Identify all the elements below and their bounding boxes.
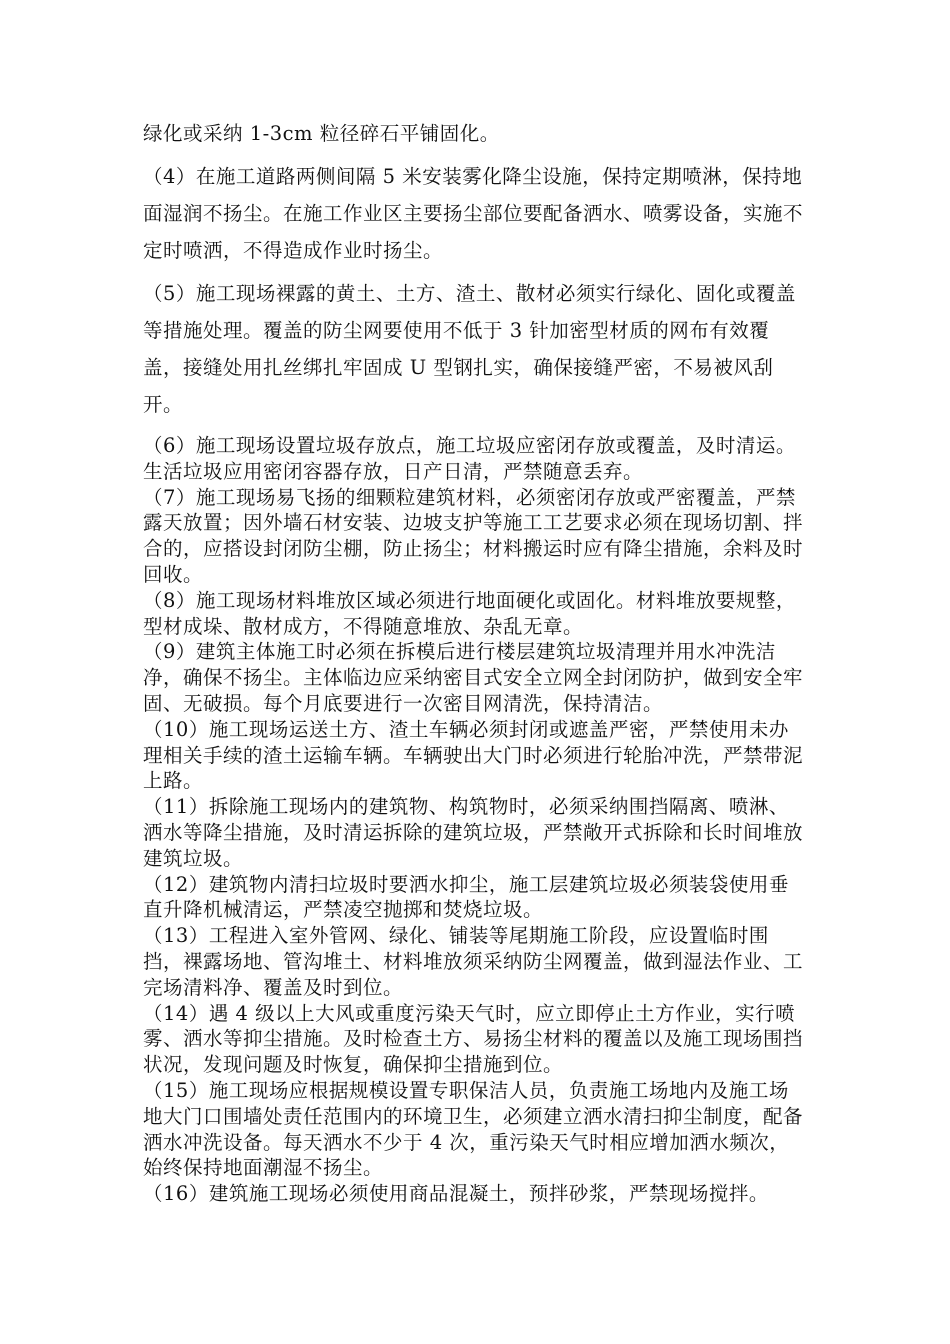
paragraph-item-15: （15）施工现场应根据规模设置专职保洁人员，负责施工场地内及施工场地大门口围墙处责任范围内的环境卫生，必须建立洒水清扫抑尘制度，配备洒水冲洗设备。每天洒水不少于 4 次，重污染天气时相应增加洒水频次，始终保持地面潮湿不扬尘。 <box>143 1078 804 1180</box>
paragraph-item-7: （7）施工现场易飞扬的细颗粒建筑材料，必须密闭存放或严密覆盖，严禁露天放置；因外墙石材安装、边坡支护等施工工艺要求必须在现场切割、拌合的，应搭设封闭防尘棚，防止扬尘；材料搬运时应有降尘措施，余料及时回收。 <box>143 485 804 586</box>
document-body <box>143 115 808 1207</box>
paragraph-intro: 绿化或采纳 1-3cm 粒径碎石平铺固化。 <box>143 122 500 145</box>
paragraph-item-8: （8）施工现场材料堆放区域必须进行地面硬化或固化。材料堆放要规整，型材成垛、散材成方，不得随意堆放、杂乱无章。 <box>143 588 796 638</box>
paragraph-item-10: （10）施工现场运送土方、渣土车辆必须封闭或遮盖严密，严禁使用未办理相关手续的渣土运输车辆。车辆驶出大门时必须进行轮胎冲洗，严禁带泥上路。 <box>143 717 804 793</box>
paragraph-item-12: （12）建筑物内清扫垃圾时要洒水抑尘，施工层建筑垃圾必须装袋使用垂直升降机械清运，严禁凌空抛掷和焚烧垃圾。 <box>143 872 789 922</box>
paragraph-item-4: （4）在施工道路两侧间隔 5 米安装雾化降尘设施，保持定期喷淋，保持地面湿润不扬尘。在施工作业区主要扬尘部位要配备洒水、喷雾设备，实施不定时喷洒，不得造成作业时扬尘。 <box>143 165 804 262</box>
paragraph-item-9: （9）建筑主体施工时必须在拆模后进行楼层建筑垃圾清理并用水冲洗洁净，确保不扬尘。主体临边应采纳密目式安全立网全封闭防护，做到安全牢固、无破损。每个月底要进行一次密目网清洗，保持清洁。 <box>143 640 804 715</box>
paragraph-item-16: （16）建筑施工现场必须使用商品混凝土，预拌砂浆，严禁现场搅拌。 <box>143 1182 769 1206</box>
paragraph-item-11: （11）拆除施工现场内的建筑物、构筑物时，必须采纳围挡隔离、喷淋、洒水等降尘措施，及时清运拆除的建筑垃圾，严禁敞开式拆除和长时间堆放建筑垃圾。 <box>143 795 804 870</box>
paragraph-item-13: （13）工程进入室外管网、绿化、铺装等尾期施工阶段，应设置临时围挡，裸露场地、管沟堆土、材料堆放须采纳防尘网覆盖，做到湿法作业、工完场清料净、覆盖及时到位。 <box>143 924 804 999</box>
paragraph-item-14: （14）遇 4 级以上大风或重度污染天气时，应立即停止土方作业，实行喷雾、洒水等抑尘措施。及时检查土方、易扬尘材料的覆盖以及施工现场围挡状况，发现问题及时恢复，确保抑尘措施到位。 <box>143 1001 804 1077</box>
paragraph-item-5: （5）施工现场裸露的黄土、土方、渣土、散材必须实行绿化、固化或覆盖等措施处理。覆盖的防尘网要使用不低于 3 针加密型材质的网布有效覆盖，接缝处用扎丝绑扎牢固成 U 型钢扎实，确保接缝严密，不易被风刮开。 <box>143 282 796 416</box>
paragraph-item-6: （6）施工现场设置垃圾存放点，施工垃圾应密闭存放或覆盖，及时清运。生活垃圾应用密闭容器存放，日产日清，严禁随意丢弃。 <box>143 434 796 483</box>
